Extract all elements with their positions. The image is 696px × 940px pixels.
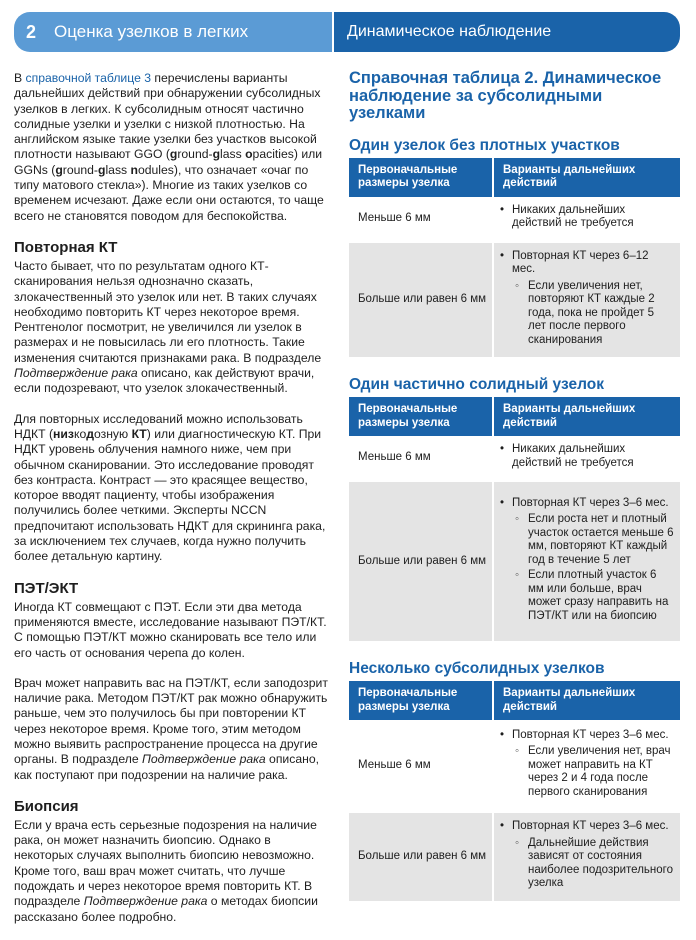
action-text: Повторная КТ через 6–12 мес.: [512, 249, 649, 275]
col-initial-size: Первоначальные размеры узелка: [349, 681, 493, 720]
table1-heading: Один узелок без плотных участков: [349, 136, 620, 154]
cross-reference: Подтверждение рака: [14, 366, 138, 381]
intro-bold: g: [98, 162, 106, 177]
table-row: [349, 481, 680, 641]
table-header-row: [349, 681, 680, 720]
sub-action-item: ◦ Если увеличения нет, врач может направить на КТ через 2 и 4 года после первого сканирования: [512, 745, 674, 799]
action-item: [494, 497, 674, 624]
intro-bold: n: [130, 162, 138, 177]
intro-text: lass: [220, 147, 246, 162]
action-item: • Никаких дальнейших действий не требуется: [494, 443, 674, 470]
left-column: [14, 71, 332, 940]
action-item: [494, 250, 674, 348]
col-next-actions: Варианты дальнейших действий: [493, 397, 680, 436]
size-cell: Больше или равен 6 мм: [349, 481, 493, 641]
body-text: Врач может направить вас на ПЭТ/КТ, если заподозрит наличие рака. Методом ПЭТ/КТ рак можно обнаружить раньше, чем это получилось бы при повторении КТ через некоторое время. Кроме того, этим методом можно выявить распространение процесса на другие органы. В подразделе: [14, 675, 328, 767]
intro-text: перечислены варианты дальнейших действий при обнаружении субсолидных узелков в легких. К субсолидным относят частично солидные узелки и узелки с низкой плотностью. На английском языке такие узелки без участков высокой плотности называют GGO (: [14, 71, 321, 162]
col-next-actions: Варианты дальнейших действий: [493, 158, 680, 197]
intro-paragraph: [14, 71, 332, 224]
size-cell: Больше или равен 6 мм: [349, 812, 493, 901]
action-text: Повторная КТ через 3–6 мес.: [512, 820, 669, 832]
action-cell: [493, 481, 680, 641]
table-row: [349, 436, 680, 481]
body-text: озную: [93, 426, 132, 441]
chapter-header: [14, 12, 332, 52]
action-item: • Никаких дальнейших действий не требуется: [494, 204, 674, 231]
action-cell: [493, 197, 680, 242]
size-cell: Меньше 6 мм: [349, 720, 493, 812]
ldct-paragraph: [14, 412, 332, 565]
action-item: [494, 729, 674, 800]
chapter-title: Оценка узелков в легких: [54, 22, 249, 41]
intro-text: pacities) или GGNs (: [14, 147, 323, 177]
col-initial-size: Первоначальные размеры узелка: [349, 158, 493, 197]
action-cell: [493, 436, 680, 481]
biopsy-heading: Биопсия: [14, 797, 79, 815]
body-text: Для повторных исследований можно использовать НДКТ (: [14, 411, 303, 441]
table-header-row: [349, 397, 680, 436]
sub-action-item: ◦ Если плотный участок 6 мм или больше, врач может сразу направить на ПЭТ/КТ или на биопсию: [512, 569, 674, 623]
cross-reference: Подтверждение рака: [142, 752, 266, 767]
table-part-solid-nodule: [349, 397, 680, 641]
cross-reference: Подтверждение рака: [83, 894, 208, 909]
body-text: Если у врача есть серьезные подозрения на наличие рака, он может назначить биопсию. Однако в некоторых случаях выполнить биопсию невозможно. Кроме того, ваш врач может считать, что лучше подождать и через некоторое время повторить КТ. В подразделе: [14, 817, 317, 909]
size-cell: Меньше 6 мм: [349, 436, 493, 481]
sub-action-item: ◦ Если роста нет и плотный участок остается меньше 6 мм, повторяют КТ каждый год в течение 5 лет: [512, 513, 674, 567]
action-cell: [493, 720, 680, 812]
sub-action-item: ◦ Если увеличения нет, повторяют КТ каждые 2 года, пока не пройдет 5 лет после первого сканирования: [512, 280, 674, 348]
col-next-actions: Варианты дальнейших действий: [493, 681, 680, 720]
action-text: Повторная КТ через 3–6 мес.: [512, 728, 669, 741]
pet-ct-paragraph: Иногда КТ совмещают с ПЭТ. Если эти два метода применяются вместе, исследование называют ПЭТ/КТ. С помощью ПЭТ/КТ можно сканировать все тело или его часть от основания черепа до колен.: [14, 599, 327, 660]
repeat-ct-paragraph: [14, 259, 332, 397]
intro-text: odules), что означает «очаг по типу матового стекла»). Многие из таких узелков со временем исчезают. Даже если они остаются, то чаще всего не становятся поводом для беспокойства.: [14, 162, 324, 223]
size-cell: Меньше 6 мм: [349, 197, 493, 242]
body-text: о методах биопсии рассказано более подробно.: [14, 894, 318, 924]
intro-bold: o: [245, 147, 253, 162]
action-item: [494, 820, 674, 891]
table-multiple-subsolid-nodules: [349, 681, 680, 901]
body-bold: д: [86, 426, 94, 441]
intro-text: lass: [105, 162, 131, 177]
pet-ct-heading: ПЭТ/ЭКТ: [14, 579, 79, 597]
body-text: описано, как поступают при подозрении на наличие рака.: [14, 752, 320, 782]
action-cell: [493, 242, 680, 358]
body-text: ) или диагностическую КТ. При НДКТ уровень облучения намного ниже, чем при обычном сканировании. Это исследование проводят без контраста. Контраст — это красящее вещество, которое вводят пациенту, чтобы изображения получились более четкими. Эксперты NCCN предпочитают использовать НДКТ для скрининга рака, за исключением тех случаев, когда нужно получить более детальную картину.: [14, 426, 326, 564]
body-text: Часто бывает, что по результатам одного КТ-сканирования нельзя однозначно сказать, злокачественный это узелок или нет. В таких случаях необходимо повторить КТ через некоторое время. Рентгенолог посмотрит, не увеличился ли узелок в размерах и не повысилась ли его плотность. Такие изменения считаются признаками рака. В подразделе: [14, 258, 322, 365]
intro-text: В: [14, 71, 26, 85]
table-row: [349, 812, 680, 901]
intro-bold: g: [169, 147, 178, 162]
intro-bold: g: [212, 147, 221, 162]
col-initial-size: Первоначальные размеры узелка: [349, 397, 493, 436]
body-bold: низ: [53, 426, 74, 441]
table3-heading: Несколько субсолидных узелков: [349, 660, 605, 677]
action-cell: [493, 812, 680, 901]
reference-table-link[interactable]: справочной таблице 3: [25, 71, 152, 85]
pet-ct-paragraph-2: [14, 676, 332, 783]
section-title: Динамическое наблюдение: [347, 23, 552, 40]
body-text: ко: [73, 426, 87, 441]
intro-text: round-: [177, 147, 213, 162]
body-text: описано, как действуют врачи, если подозревают, что узелок злокачественный.: [14, 366, 315, 396]
table-row: [349, 197, 680, 242]
sub-action-item: ◦ Дальнейшие действия зависят от состояния наиболее подозрительного узелка: [512, 837, 674, 891]
action-text: Повторная КТ через 3–6 мес.: [512, 496, 669, 509]
intro-bold: g: [55, 162, 63, 177]
table2-heading: Один частично солидный узелок: [349, 376, 604, 393]
table-header-row: [349, 158, 680, 197]
intro-text: round-: [62, 162, 98, 177]
table-row: [349, 720, 680, 812]
section-header: [334, 12, 680, 52]
body-bold: КТ: [131, 426, 147, 441]
reference-table-title: Справочная таблица 2. Динамическое наблюдение за субсолидными узелками: [349, 69, 662, 122]
repeat-ct-heading: Повторная КТ: [14, 238, 118, 256]
chapter-number: 2: [26, 21, 37, 42]
biopsy-paragraph: [14, 818, 332, 925]
table-solid-free-nodule: [349, 158, 680, 358]
table-row: [349, 242, 680, 358]
size-cell: Больше или равен 6 мм: [349, 242, 493, 358]
right-column: [349, 70, 680, 901]
